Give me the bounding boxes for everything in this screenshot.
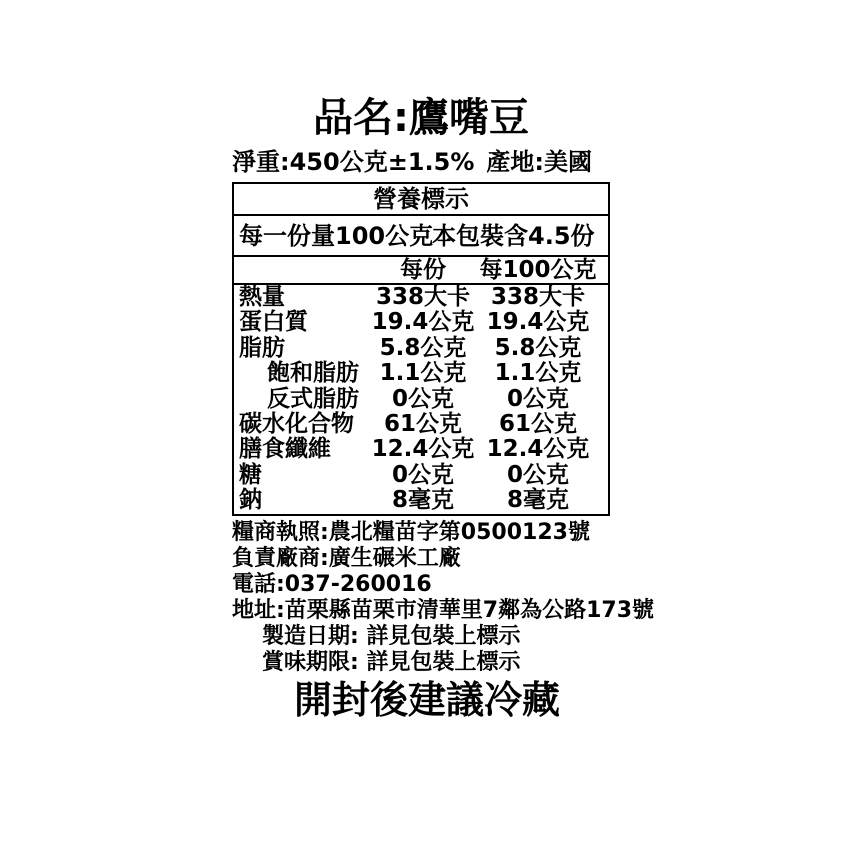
- row-value-per-serving: 61公克: [383, 410, 462, 437]
- nutrition-row-dietary-fiber: [234, 437, 608, 462]
- nutrition-row-saturated-fat: [234, 361, 608, 386]
- company-info: [232, 519, 655, 676]
- row-value-per-100g: 5.8公克: [494, 334, 582, 361]
- nutrition-row-protein: [234, 310, 608, 335]
- mfg-date-line: 製造日期: 詳見包裝上標示: [262, 623, 521, 649]
- row-value-per-100g: 12.4公克: [486, 436, 590, 463]
- nutrition-row-calories: [234, 285, 608, 310]
- shelf-life-line: 賞味期限: 詳見包裝上標示: [262, 649, 521, 675]
- nutrition-row-sugar: [234, 463, 608, 488]
- storage-note: 開封後建議冷藏: [293, 677, 560, 722]
- servings-per-package-text: 本包裝含4.5份: [432, 222, 595, 250]
- row-value-per-100g: 0公克: [506, 385, 569, 412]
- row-value-per-100g: 19.4公克: [486, 309, 590, 336]
- row-label: 糖: [239, 461, 262, 488]
- row-label: 熱量: [239, 284, 285, 310]
- address-line: 地址:苗栗縣苗栗市清華里7鄰為公路173號: [232, 597, 655, 623]
- origin-text: 產地:美國: [486, 148, 592, 176]
- row-value-per-serving: 0公克: [391, 461, 454, 488]
- manufacturer-line: 負責廠商:廣生碾米工廠: [232, 545, 461, 571]
- row-value-per-serving: 12.4公克: [371, 436, 475, 463]
- nutrition-row-carbohydrate: [234, 412, 608, 437]
- column-header-per-serving: 每份: [400, 257, 446, 283]
- row-value-per-serving: 19.4公克: [371, 309, 475, 336]
- row-label: 膳食纖維: [239, 436, 331, 463]
- nutrition-row-fat: [234, 336, 608, 361]
- column-header-spacer: [239, 258, 368, 282]
- nutrition-table: [232, 182, 610, 516]
- row-value-per-serving: 0公克: [391, 385, 454, 412]
- row-value-per-serving: 1.1公克: [379, 360, 467, 387]
- column-header-row: [234, 257, 608, 285]
- row-value-per-100g: 8毫克: [506, 487, 569, 514]
- column-header-per-100g: 每100公克: [479, 257, 597, 283]
- weight-origin-line: [232, 147, 610, 177]
- row-label: 飽和脂肪: [267, 360, 359, 387]
- phone-line: 電話:037-260016: [232, 571, 432, 597]
- row-value-per-100g: 61公克: [498, 410, 577, 437]
- row-label: 碳水化合物: [239, 410, 354, 437]
- product-label: [232, 95, 655, 722]
- serving-info-row: [234, 216, 608, 257]
- row-value-per-100g: 338大卡: [490, 284, 585, 310]
- row-label: 蛋白質: [239, 309, 308, 336]
- serving-size-text: 每一份量100公克: [239, 222, 434, 250]
- row-value-per-100g: 0公克: [506, 461, 569, 488]
- product-title: 品名:鷹嘴豆: [313, 95, 529, 141]
- row-value-per-serving: 5.8公克: [379, 334, 467, 361]
- row-label: 鈉: [239, 487, 262, 514]
- row-label: 脂肪: [239, 334, 285, 361]
- row-value-per-serving: 338大卡: [375, 284, 470, 310]
- row-value-per-100g: 1.1公克: [494, 360, 582, 387]
- row-value-per-serving: 8毫克: [391, 487, 454, 514]
- net-weight-text: 淨重:450公克±1.5%: [232, 148, 475, 176]
- row-label: 反式脂肪: [267, 385, 359, 412]
- license-line: 糧商執照:農北糧苗字第0500123號: [232, 519, 590, 545]
- nutrition-table-title: 營養標示: [234, 184, 608, 216]
- nutrition-row-trans-fat: [234, 387, 608, 412]
- nutrition-row-sodium: [234, 488, 608, 513]
